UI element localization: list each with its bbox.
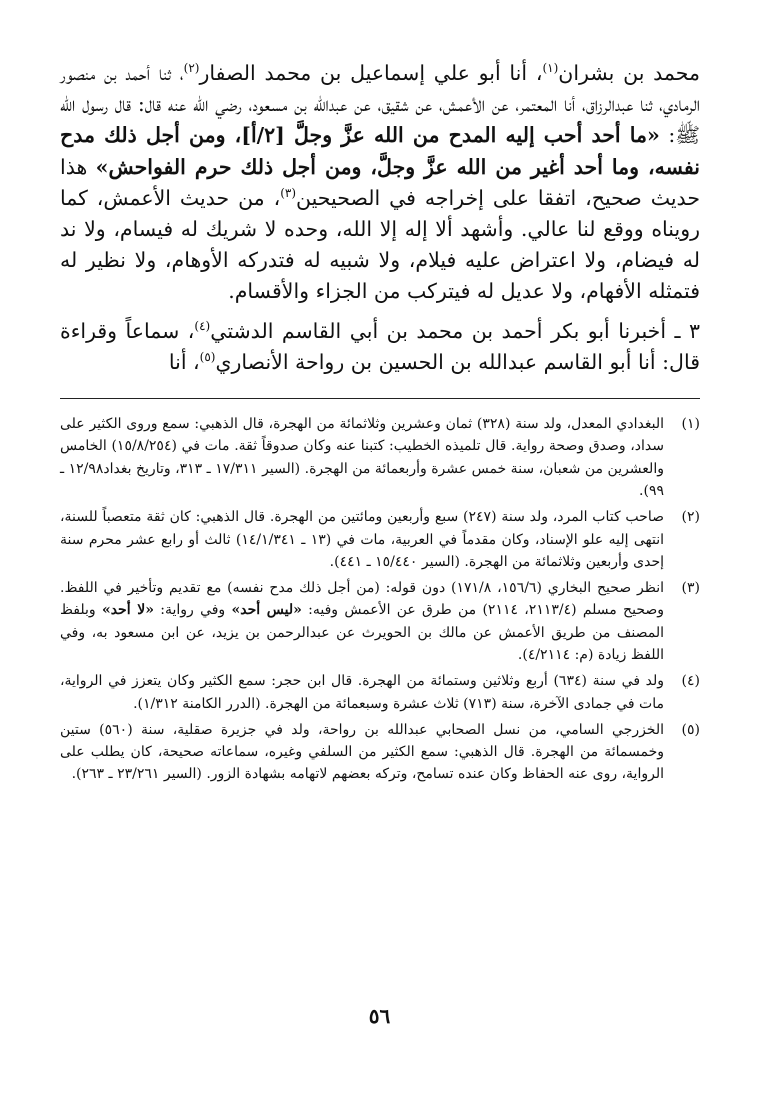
text-span: ، أنا	[168, 349, 200, 374]
footnote-number: (٢)	[681, 509, 700, 526]
text-span: ، من حديث الأعمش، كما رويناه ووقع لنا عالي. وأشهد ألا إله إلا الله، وحده لا شريك له فيسام، ولا ند له فيضام، ولا اعتراض عليه فيلام، ولا شبيه له فتدركه الأوهام، ولا نظير له فتمثله الأفهام، ولا عديل له فيتركب من الجزاء والأقسام.	[60, 185, 700, 304]
bold-quote: «ليس أحد»	[231, 602, 302, 619]
footnote-ref-3: (٣)	[280, 185, 297, 200]
text-span: وفي رواية:	[154, 602, 232, 619]
footnote-1	[60, 413, 700, 502]
text-span: ، أنا أبو علي إسماعيل بن محمد الصفار	[199, 61, 543, 85]
footnote-text: ولد في سنة (٦٣٤) أربع وثلاثين وستمائة من الهجرة. قال ابن حجر: سمع الكثير وكان يتعزز في الرواية، مات في جمادى الآخرة، سنة (٧١٣) ثلاث عشرة وسبعمائة من الهجرة. (الدرر الكامنة ١/٣١٢).	[60, 673, 665, 712]
footnote-4	[60, 670, 700, 715]
bold-quote: «لا أحد»	[101, 602, 155, 619]
footnote-5	[60, 719, 700, 786]
footnote-text: البغدادي المعدل، ولد سنة (٣٢٨) ثمان وعشرين وثلاثمائة من الهجرة، قال الذهبي: سمع وروى الكثير على سداد، وصدق وصحة رواية. قال تلميذه الخطيب: كتبنا عنه وكان صدوقاً ثقة. مات في (١٥/٨/٢٥٤) الخامس والعشرين من شعبان، سنة خمس عشرة وأربعمائة من الهجرة. (السير ١٧/٣١١ ـ ٣١٣، وتاريخ بغداد١٢/٩٨ ـ ٩٩).	[60, 416, 664, 499]
text-span: هذا حديث صحيح، اتفقا على إخراجه في الصحيحين	[60, 154, 700, 210]
text-span: انظر صحيح البخاري (١٥٦/٦، ١٧١/٨) دون قوله: (من أجل ذلك مدح نفسه) مع تقديم وتأخير في اللفظ. وصحيح مسلم (٢١١٣/٤، ٢١١٤) من طرق عن الأعمش وفيه:	[60, 580, 665, 619]
hadith-text: «ما أحد أحب إليه المدح من الله عزَّ وجلَّ [٢/أ]، ومن أجل ذلك مدح نفسه، وما أحد أغير من الله عزَّ وجلَّ، ومن أجل ذلك حرم الفواحش»	[60, 123, 700, 179]
paragraph-2	[60, 316, 700, 378]
text-span: محمد بن بشران	[558, 61, 701, 85]
footnotes	[60, 413, 700, 786]
footnote-ref-2: (٢)	[183, 61, 200, 76]
page-number: ٥٦	[368, 1004, 391, 1028]
footnote-number: (٣)	[681, 580, 700, 597]
paragraph-1	[60, 58, 700, 308]
footnote-text: الخزرجي السامي، من نسل الصحابي عبدالله بن رواحة، ولد في جزيرة صقلية، سنة (٥٦٠) ستين وخمسمائة من الهجرة. قال الذهبي: سمع الكثير من السلفي وغيره، سماعاته صحيحة، كان يطلب على الرواية، روى عنه الحفاظ وكان عنده تسامح، وتركه بعضهم لاتهامه بشهادة الزور. (السير ٢٣/٢٦١ ـ ٢٦٣).	[60, 721, 664, 783]
text-span: ٣ ـ أخبرنا أبو بكر أحمد بن محمد بن أبي القاسم الدشتي	[210, 318, 700, 343]
footnote-ref-1: (١)	[542, 61, 559, 76]
footnote-text: صاحب كتاب المرد، ولد سنة (٢٤٧) سبع وأربعين ومائتين من الهجرة. قال الذهبي: كان ثقة متعصباً للسنة، انتهى إليه علو الإسناد، وكان مقدماً في العربية، مات في (١٣ ـ ١٤/١/٣٤١) ثالث أو رابع عشر محرم سنة إحدى وأربعين وثلاثمائة من الهجرة. (السير ١٥/٤٤٠ ـ ٤٤١).	[60, 509, 664, 570]
footnote-3	[60, 577, 700, 666]
footnote-number: (١)	[681, 416, 700, 433]
footnote-number: (٥)	[681, 721, 700, 738]
book-page	[60, 58, 700, 790]
text-span: ، سماعاً وقراءة قال: أنا أبو القاسم عبدالله بن الحسين بن رواحة الأنصاري	[60, 318, 700, 374]
footnote-separator	[60, 398, 700, 399]
footnote-ref-4: (٤)	[194, 318, 211, 333]
main-text	[60, 58, 700, 378]
footnote-2	[60, 506, 700, 573]
text-span: وبلفظ المصنف من طريق الأعمش عن مالك بن الحويرث عن عبدالرحمن بن يزيد، عن ابن مسعود به، وفي اللفظ زيادة (م: ٤/٢١١٤).	[60, 602, 664, 663]
text-span: ، ثنا أحمد بن منصور الرمادي، ثنا عبدالرزاق، أنا المعتمر، عن الأعمش، عن شقيق، عن عبدالله بن مسعود، رضي الله عنه قال: قال رسول الله ﷺ:	[60, 61, 701, 148]
footnote-text	[60, 577, 664, 666]
footnote-ref-5: (٥)	[199, 350, 216, 364]
footnote-number: (٤)	[681, 673, 700, 690]
